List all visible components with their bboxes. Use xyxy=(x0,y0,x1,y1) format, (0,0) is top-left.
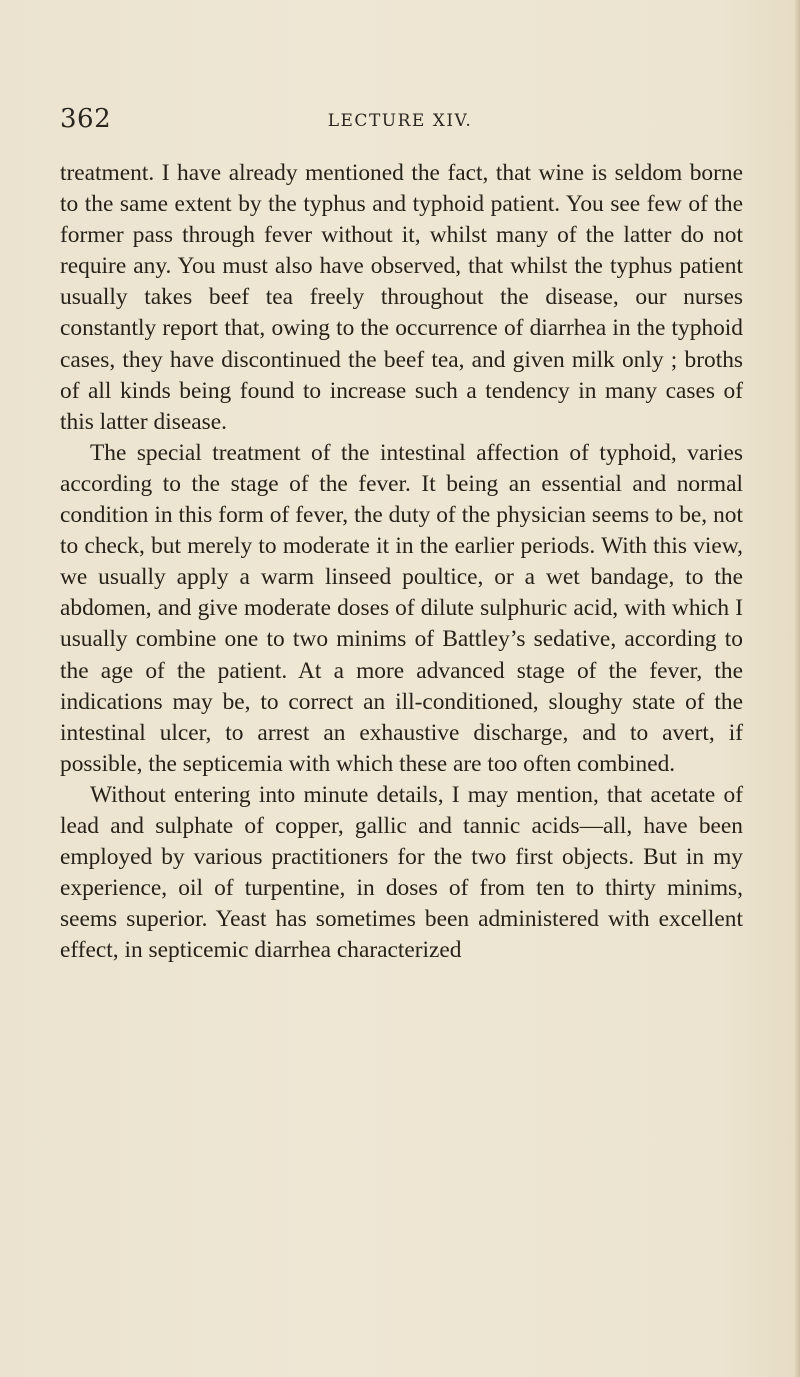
paragraph: The special treatment of the intestinal affection of typhoid, varies according to the stage of the fever. It being an essential and normal condition in this form of fever, the duty of the physician seems to be, not to check, but merely to moderate it in the earlier periods. With this view, we usually apply a warm linseed poultice, or a wet bandage, to the abdomen, and give moderate doses of dilute sulphuric acid, with which I usually combine one to two minims of Battley’s sedative, according to the age of the patient. At a more advanced stage of the fever, the indications may be, to correct an ill-conditioned, sloughy state of the intestinal ulcer, to arrest an exhaustive discharge, and to avert, if possible, the septicemia with which these are too often combined. xyxy=(60,439,743,777)
page-number: 362 xyxy=(60,104,112,134)
running-head: LECTURE XIV. xyxy=(327,111,473,131)
paragraph: treatment. I have already mentioned the fact, that wine is seldom borne to the same extent by the typhus and typhoid patient. You see few of the former pass through fever without it, whilst many of the latter do not require any. You must also have observed, that whilst the typhus patient usually takes beef tea freely throughout the disease, our nurses constantly report that, owing to the occurrence of diarrhea in the typhoid cases, they have discontinued the beef tea, and given milk only ; broths of all kinds being found to increase such a tendency in many cases of this latter disease. xyxy=(60,160,743,435)
body-text xyxy=(60,158,743,966)
page-header xyxy=(60,104,740,144)
page-edge-shadow xyxy=(794,0,800,1377)
paragraph: Without entering into minute details, I may mention, that acetate of lead and sulphate of copper, gallic and tannic acids—all, have been employed by various practitioners for the two first objects. But in my experience, oil of turpentine, in doses of from ten to thirty minims, seems superior. Yeast has sometimes been administered with excellent effect, in septicemic diarrhea characterized xyxy=(60,781,743,964)
